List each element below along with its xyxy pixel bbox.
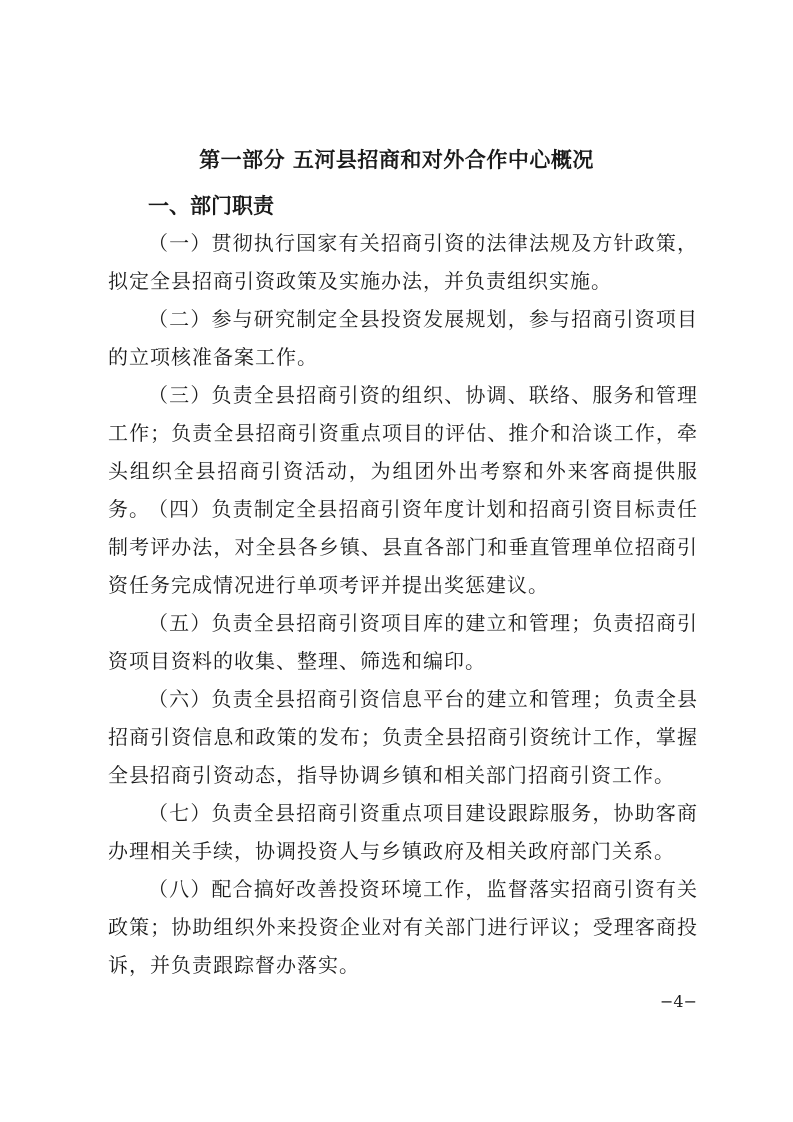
paragraph-6: （六）负责全县招商引资信息平台的建立和管理；负责全县招商引资信息和政策的发布；负责全县招商引资统计工作，掌握全县招商引资动态，指导协调乡镇和相关部门招商引资工作。 <box>108 687 698 787</box>
paragraph-3: （三）负责全县招商引资的组织、协调、联络、服务和管理工作；负责全县招商引资重点项目的评估、推介和洽谈工作，牵头组织全县招商引资活动，为组团外出考察和外来客商提供服务。 <box>108 383 698 521</box>
paragraph-8: （八）配合搞好改善投资环境工作，监督落实招商引资有关政策；协助组织外来投资企业对有关部门进行评议；受理客商投诉，并负责跟踪督办落实。 <box>108 877 698 977</box>
paragraph-1: （一）贯彻执行国家有关招商引资的法律法规及方针政策，拟定全县招商引资政策及实施办法，并负责组织实施。 <box>108 231 698 293</box>
page-number: −4− <box>660 992 697 1011</box>
paragraph-2: （二）参与研究制定全县投资发展规划，参与招商引资项目的立项核准备案工作。 <box>108 307 698 369</box>
paragraph-5: （五）负责全县招商引资项目库的建立和管理；负责招商引资项目资料的收集、整理、筛选和编印。 <box>108 611 698 673</box>
section-heading: 一、部门职责 <box>148 194 274 218</box>
paragraph-4: （四）负责制定全县招商引资年度计划和招商引资目标责任制考评办法，对全县各乡镇、县直各部门和垂直管理单位招商引资任务完成情况进行单项考评并提出奖惩建议。 <box>108 497 698 597</box>
paragraph-7: （七）负责全县招商引资重点项目建设跟踪服务，协助客商办理相关手续，协调投资人与乡镇政府及相关政府部门关系。 <box>108 801 698 863</box>
page-title: 第一部分 五河县招商和对外合作中心概况 <box>199 148 594 172</box>
